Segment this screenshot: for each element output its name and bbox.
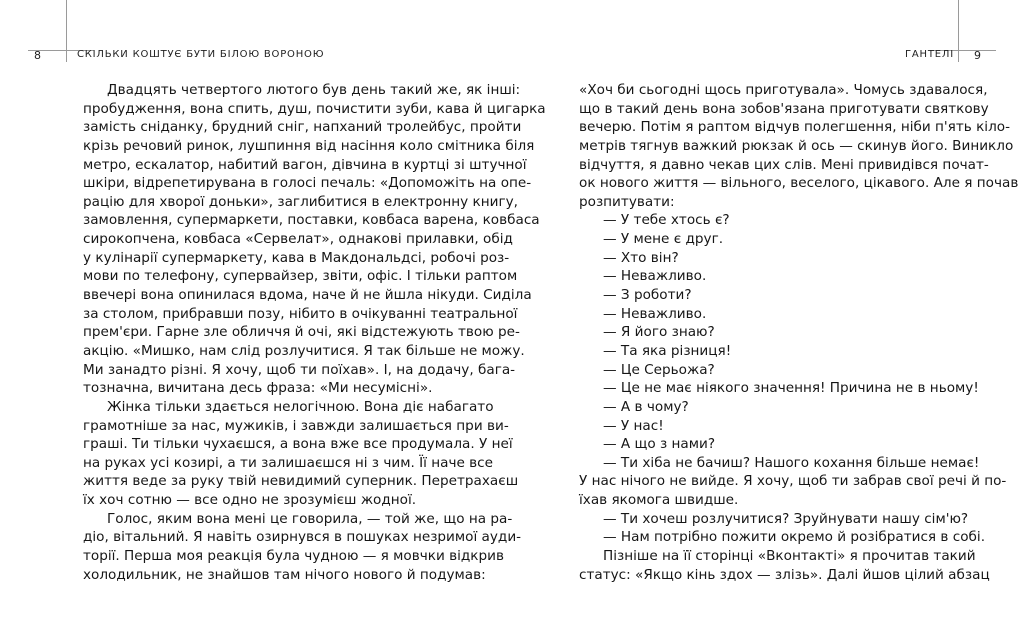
text-line: на руках усі козирі, а ти залишаєшся ні з чим. Її наче все bbox=[83, 454, 494, 471]
dialogue-line: — Це не має ніякого значення! Причина не в ньому! bbox=[603, 380, 979, 397]
left-page-number: 8 bbox=[34, 49, 42, 62]
text-line: діо, вітальний. Я навіть озирнувся в пошуках незримої ауди- bbox=[83, 529, 522, 546]
text-line: їх хоч сотню — все одно не зрозумієш жодної. bbox=[83, 492, 417, 509]
dialogue-line: — У мене є друг. bbox=[603, 231, 724, 248]
text-line: холодильник, не знайшов там нічого нового й подумав: bbox=[83, 566, 486, 583]
crop-mark-left bbox=[66, 0, 67, 62]
text-line: торії. Перша моя реакція була чудною — я мовчки відкрив bbox=[83, 548, 504, 565]
text-line: ввечері вона опинилася вдома, наче й не йшла нікуди. Сиділа bbox=[83, 287, 532, 304]
dialogue-line: — Неважливо. bbox=[603, 268, 707, 285]
text-line: Ми занадто різні. Я хочу, щоб ти поїхав». І, на додачу, бага- bbox=[83, 361, 516, 378]
dialogue-line: — Я його знаю? bbox=[603, 324, 715, 341]
text-line: метрів тягнув важкий рюкзак й ось — скинув його. Виникло bbox=[579, 137, 1014, 154]
crop-mark-right bbox=[958, 0, 959, 62]
dialogue-line: — Ти хіба не бачиш? Нашого кохання більше немає! bbox=[603, 454, 980, 471]
text-line: «Хоч би сьогодні щось приготувала». Чомусь здавалося, bbox=[579, 82, 988, 98]
right-page-text bbox=[579, 81, 1019, 584]
text-line: тозначна, вичитана десь фраза: «Ми несумісні». bbox=[83, 380, 433, 397]
text-line: пробудження, вона спить, душ, почистити зуби, кава й цигарка bbox=[83, 100, 546, 117]
text-line: Двадцять четвертого лютого був день такий же, як інші: bbox=[107, 82, 521, 98]
text-line: крізь речовий ринок, лушпиння від насіння коло смітника біля bbox=[83, 137, 535, 154]
text-line: вечерю. Потім я раптом відчув полегшення, ніби п'ять кіло- bbox=[579, 119, 1010, 136]
dialogue-line: — Та яка різниця! bbox=[603, 342, 732, 359]
dialogue-line: — А в чому? bbox=[603, 398, 689, 415]
text-line: У нас нічого не вийде. Я хочу, щоб ти забрав свої речі й по- bbox=[579, 473, 1007, 490]
text-line: шкіри, відрепетирувана в голосі печаль: «Допоможіть на опе- bbox=[83, 175, 532, 192]
text-line: у кулінарії супермаркету, кава в Макдональдсі, робочі роз- bbox=[83, 249, 510, 266]
text-line: ок нового життя — вільного, веселого, цікавого. Але я почав bbox=[579, 175, 1019, 192]
right-page-number: 9 bbox=[974, 49, 982, 62]
right-running-title: ГАНТЕЛІ bbox=[905, 49, 954, 60]
text-line: акцію. «Мишко, нам слід розлучитися. Я так більше не можу. bbox=[83, 342, 525, 359]
text-line: їхав якомога швидше. bbox=[579, 492, 739, 509]
text-line: замовлення, супермаркети, поставки, ковбаса варена, ковбаса bbox=[83, 212, 540, 229]
text-line: метро, ескалатор, набитий вагон, дівчина в куртці зі штучної bbox=[83, 156, 527, 173]
left-running-title: СКІЛЬКИ КОШТУЄ БУТИ БІЛОЮ ВОРОНОЮ bbox=[77, 49, 325, 60]
dialogue-line: — З роботи? bbox=[603, 287, 692, 304]
dialogue-line: — Ти хочеш розлучитися? Зруйнувати нашу сім'ю? bbox=[603, 510, 969, 527]
text-line: прем'єри. Гарне зле обличчя й очі, які відстежують твою ре- bbox=[83, 324, 520, 341]
text-line: граші. Ти тільки чухаєшся, а вона вже все продумала. У неї bbox=[83, 436, 513, 453]
text-line: мови по телефону, супервайзер, звіти, офіс. І тільки раптом bbox=[83, 268, 518, 285]
text-line: за столом, прибравши позу, нібито в очікуванні театральної bbox=[83, 305, 518, 322]
text-line: замість сніданку, брудний сніг, напханий тролейбус, пройти bbox=[83, 119, 522, 136]
text-line: розпитувати: bbox=[579, 193, 675, 210]
text-line: відчуття, я давно чекав цих слів. Мені привидівся почат- bbox=[579, 156, 989, 173]
text-line: життя веде за руку твій невидимий суперник. Перетрахаєш bbox=[83, 473, 519, 490]
text-line: статус: «Якщо кінь здох — злізь». Далі йшов цілий абзац bbox=[579, 566, 990, 583]
text-line: грамотніше за нас, мужиків, і завжди залишається при ви- bbox=[83, 417, 509, 434]
text-line: що в такий день вона зобов'язана приготувати святкову bbox=[579, 100, 989, 117]
dialogue-line: — У нас! bbox=[603, 417, 664, 434]
left-page-text bbox=[83, 81, 546, 584]
dialogue-line: — Це Серьожа? bbox=[603, 361, 715, 378]
text-line: Жінка тільки здається нелогічною. Вона діє набагато bbox=[107, 398, 494, 415]
dialogue-line: — А що з нами? bbox=[603, 436, 716, 453]
dialogue-line: — У тебе хтось є? bbox=[603, 212, 730, 229]
text-line: рацію для хворої доньки», заглибитися в електронну книгу, bbox=[83, 193, 518, 210]
text-line: Голос, яким вона мені це говорила, — той же, що на ра- bbox=[107, 510, 513, 527]
dialogue-line: — Неважливо. bbox=[603, 305, 707, 322]
text-line: Пізніше на її сторінці «Вконтакті» я прочитав такий bbox=[603, 548, 976, 565]
text-line: сирокопчена, ковбаса «Сервелат», однакові прилавки, обід bbox=[83, 231, 513, 248]
dialogue-line: — Хто він? bbox=[603, 249, 679, 266]
dialogue-line: — Нам потрібно пожити окремо й розібратися в собі. bbox=[603, 529, 986, 546]
